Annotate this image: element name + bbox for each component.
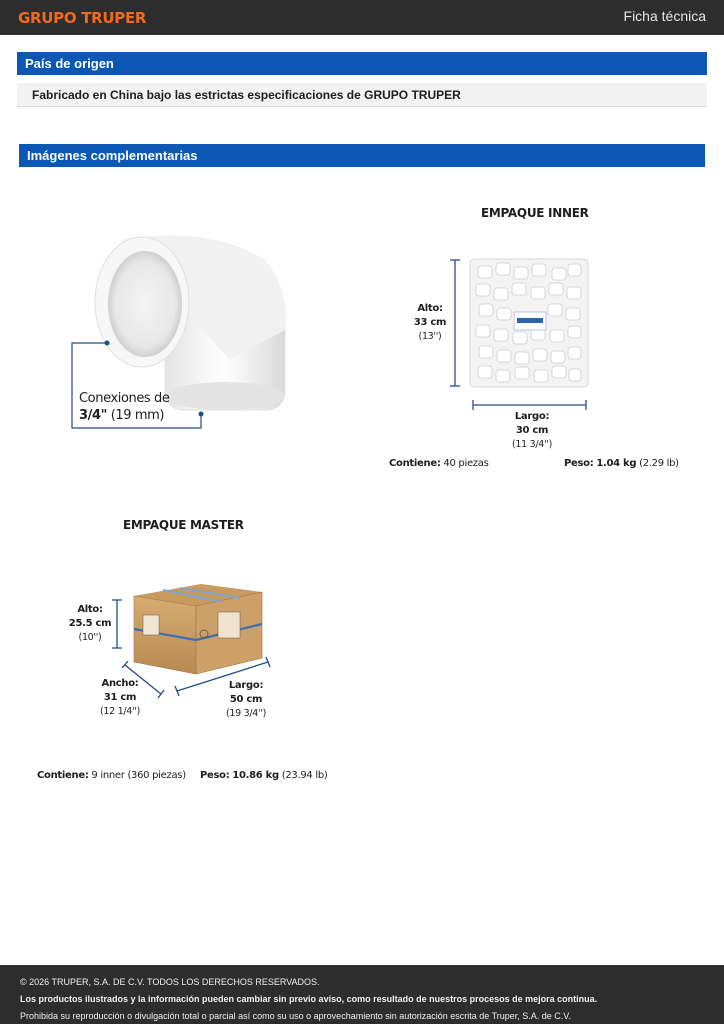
- inner-length-label: Largo: 30 cm (11 3/4''): [511, 411, 553, 450]
- product-size-label: Conexiones de 3/4" (19 mm): [79, 391, 170, 423]
- brand-logo: GRUPO TRUPER: [18, 9, 147, 27]
- master-weight: Peso: 10.86 kg (23.94 lb): [200, 770, 328, 781]
- master-package-title: EMPAQUE MASTER: [123, 518, 244, 532]
- master-length-label: Largo: 50 cm (19 3/4''): [225, 680, 267, 719]
- footer-legal: Prohibida su reproducción o divulgación total o parcial así como su uso o aprovechamiento sin autorización escrita de Truper, S.A. de C.V.: [20, 1011, 571, 1021]
- master-height-label: Alto: 25.5 cm (10''): [68, 604, 112, 643]
- pvc-elbow-image: [95, 236, 286, 411]
- footer-copyright: © 2026 TRUPER, S.A. DE C.V. TODOS LOS DERECHOS RESERVADOS.: [20, 977, 320, 987]
- inner-height-label: Alto: 33 cm (13''): [413, 303, 447, 342]
- callout-dot: [105, 341, 110, 346]
- inner-bag-image: [470, 259, 588, 387]
- callout-dot: [199, 412, 204, 417]
- origin-text: Fabricado en China bajo las estrictas especificaciones de GRUPO TRUPER: [17, 83, 707, 107]
- master-contents: Contiene: 9 inner (360 piezas): [37, 770, 186, 781]
- page-footer: [0, 965, 724, 1024]
- master-box-image: [134, 584, 262, 674]
- origin-section-title: País de origen: [17, 52, 707, 75]
- document-type: Ficha técnica: [623, 8, 706, 24]
- footer-notice: Los productos ilustrados y la información pueden cambiar sin previo aviso, como resultado de nuestros procesos de mejora continua.: [20, 994, 598, 1004]
- master-width-label: Ancho: 31 cm (12 1/4''): [99, 678, 141, 717]
- inner-package-title: EMPAQUE INNER: [481, 206, 589, 220]
- images-section-title: Imágenes complementarias: [19, 144, 705, 167]
- inner-weight: Peso: 1.04 kg (2.29 lb): [564, 458, 679, 469]
- inner-contents: Contiene: 40 piezas: [389, 458, 489, 469]
